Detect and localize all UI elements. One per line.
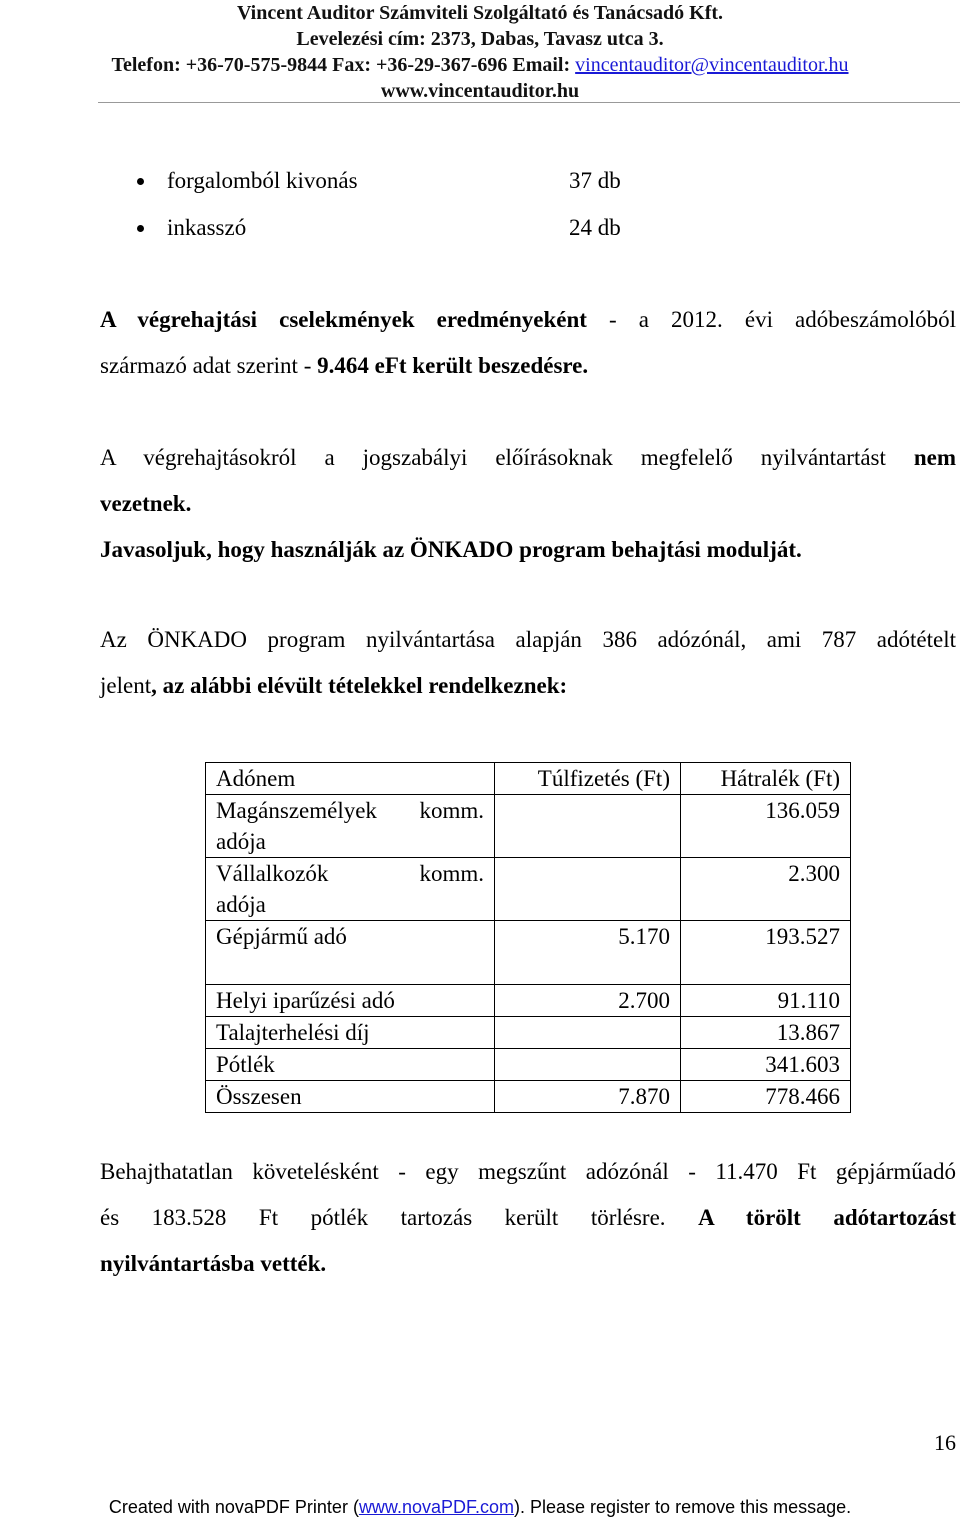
table-cell bbox=[495, 858, 681, 921]
website-link[interactable]: www.vincentauditor.hu bbox=[380, 80, 580, 102]
cell-text: Magánszemélyek komm. bbox=[216, 798, 484, 823]
text: - a 2012. évi adóbeszámolóból bbox=[586, 307, 957, 332]
text: származó adat szerint - bbox=[100, 353, 318, 378]
table-cell: 2.300 bbox=[681, 858, 851, 921]
contact-line bbox=[0, 52, 960, 78]
bold-text: vezetnek. bbox=[100, 491, 192, 516]
bullet-value: 37 db bbox=[569, 168, 621, 193]
bullet-label: forgalomból kivonás bbox=[167, 168, 358, 193]
table-row bbox=[206, 1049, 851, 1081]
bullet-dot bbox=[137, 178, 144, 185]
text: Az ÖNKADO program nyilvántartása alapján 386 adózónál, ami 787 adótételt bbox=[100, 627, 956, 652]
bold-text: nem bbox=[913, 445, 956, 470]
cell-text: Vállalkozók komm. bbox=[216, 861, 484, 886]
postal-address: Levelezési cím: 2373, Dabas, Tavasz utca 3. bbox=[296, 28, 664, 50]
table-cell: 778.466 bbox=[681, 1081, 851, 1113]
table-cell: 341.603 bbox=[681, 1049, 851, 1081]
expired-items-table bbox=[205, 762, 851, 1113]
text: Behajthatatlan követelésként - egy megszűnt adózónál - 11.470 Ft gépjárműadó bbox=[100, 1159, 956, 1184]
table-cell bbox=[495, 1017, 681, 1049]
footer-text: Created with novaPDF Printer ( bbox=[108, 1497, 359, 1517]
table-cell: 136.059 bbox=[681, 795, 851, 858]
paragraph-writeoff bbox=[100, 1149, 956, 1287]
bullet-dot bbox=[137, 225, 144, 232]
text: és 183.528 Ft pótlék tartozás került törlésre. bbox=[100, 1205, 699, 1230]
table-cell: Összesen bbox=[206, 1081, 495, 1113]
paragraph-collection-results bbox=[100, 297, 956, 389]
bullet-value: 24 db bbox=[569, 215, 621, 240]
novapdf-footer bbox=[0, 1496, 960, 1518]
page-number: 16 bbox=[934, 1430, 956, 1455]
table-cell: Pótlék bbox=[206, 1049, 495, 1081]
table-cell bbox=[495, 795, 681, 858]
footer-text: ). Please register to remove this message. bbox=[514, 1497, 852, 1517]
table-cell: 7.870 bbox=[495, 1081, 681, 1113]
table-row bbox=[206, 921, 851, 985]
cell-text: adója bbox=[216, 892, 266, 917]
company-name: Vincent Auditor Számviteli Szolgáltató és Tanácsadó Kft. bbox=[236, 2, 724, 24]
email-link[interactable]: vincentauditor@vincentauditor.hu bbox=[575, 54, 849, 76]
bullet-label: inkasszó bbox=[167, 215, 247, 240]
column-header: Adónem bbox=[206, 763, 495, 795]
bold-text: 9.464 eFt került beszedésre. bbox=[317, 353, 589, 378]
table-cell bbox=[206, 795, 495, 858]
table-cell: Helyi iparűzési adó bbox=[206, 985, 495, 1017]
table-cell: 13.867 bbox=[681, 1017, 851, 1049]
table-row bbox=[206, 858, 851, 921]
table-cell: 91.110 bbox=[681, 985, 851, 1017]
bold-text: A végrehajtási cselekmények eredményeként bbox=[100, 307, 587, 332]
column-header: Túlfizetés (Ft) bbox=[495, 763, 681, 795]
header-divider bbox=[98, 102, 960, 103]
novapdf-link[interactable]: www.novaPDF.com bbox=[358, 1497, 514, 1517]
table-cell bbox=[495, 1049, 681, 1081]
text: jelent bbox=[100, 673, 152, 698]
table-header-row bbox=[206, 763, 851, 795]
table-cell: 2.700 bbox=[495, 985, 681, 1017]
table-row bbox=[206, 985, 851, 1017]
table-cell: Talajterhelési díj bbox=[206, 1017, 495, 1049]
text: A végrehajtásokról a jogszabályi előírásoknak megfelelő nyilvántartást bbox=[100, 445, 914, 470]
table-cell: 5.170 bbox=[495, 921, 681, 985]
table-cell: 193.527 bbox=[681, 921, 851, 985]
table-row bbox=[206, 1017, 851, 1049]
column-header: Hátralék (Ft) bbox=[681, 763, 851, 795]
bold-text: , az alábbi elévült tételekkel rendelkeznek: bbox=[151, 673, 568, 698]
paragraph-onkado bbox=[100, 617, 956, 709]
paragraph-records bbox=[100, 435, 956, 573]
table-cell bbox=[206, 858, 495, 921]
bold-text: nyilvántartásba vették. bbox=[100, 1251, 327, 1276]
bold-text: A törölt adótartozást bbox=[698, 1205, 956, 1230]
table-cell: Gépjármű adó bbox=[206, 921, 495, 985]
bold-text: Javasoljuk, hogy használják az ÖNKADO program behajtási modulját. bbox=[100, 537, 802, 562]
cell-text: adója bbox=[216, 829, 266, 854]
table-row bbox=[206, 795, 851, 858]
table-row-total bbox=[206, 1081, 851, 1113]
contact-phone-fax: Telefon: +36-70-575-9844 Fax: +36-29-367-696 Email: bbox=[111, 54, 571, 76]
